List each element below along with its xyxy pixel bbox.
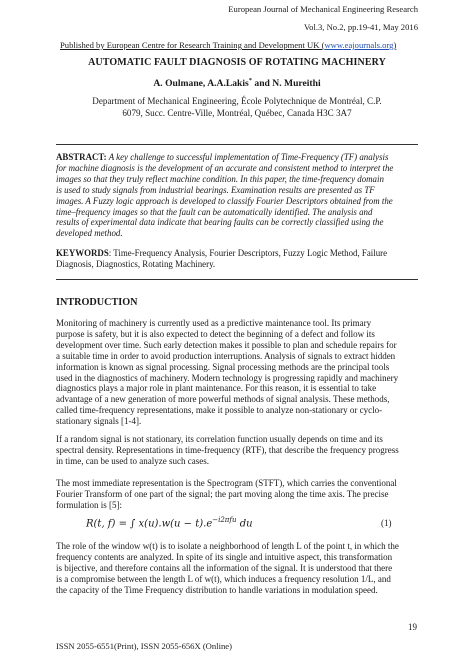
abstract-line: ABSTRACT: A key challenge to successful implementation of Time-Frequency (TF) analysis: [56, 152, 389, 162]
keywords-block: [56, 248, 418, 270]
keywords-label: KEYWORDS: [56, 248, 109, 258]
intro-paragraph-3: The most immediate representation is the Spectrogram (STFT), which carries the conventional Fourier Transform of one part of the signal; the part moving along the time axis. The precise formulation is [5]:: [56, 478, 397, 510]
journal-website-link[interactable]: www.eajournals.org: [324, 40, 394, 50]
equation-number: (1): [381, 518, 392, 528]
abstract-line: for machine diagnosis is the development of an accurate and consistent method to interpret the: [56, 162, 394, 173]
page-number: 19: [408, 622, 417, 632]
affiliation: [40, 96, 434, 119]
journal-volume: Vol.3, No.2, pp.19-41, May 2016: [304, 22, 418, 32]
abstract-line: results of experimental data indicate that bearing faults can be correctly classified using the: [56, 217, 384, 228]
formula-exponent: −i2πfu: [212, 516, 237, 524]
abstract-line: developed method.: [56, 228, 123, 239]
keywords-bottom-rule: [56, 279, 418, 280]
keywords-line-1: KEYWORDS: Time-Frequency Analysis, Fourier Descriptors, Fuzzy Logic Method, Failure: [56, 248, 388, 258]
affiliation-line-1: Department of Mechanical Engineering, École Polytechnique de Montréal, C.P.: [92, 96, 382, 106]
abstract-label: ABSTRACT:: [56, 152, 107, 162]
formula-body: R(t, f) = ∫ x(u).w(u − t).e: [86, 518, 213, 530]
affiliation-line-2: 6079, Succ. Centre-Ville, Montréal, Québec, Canada H3C 3A7: [122, 107, 352, 118]
stft-formula: [86, 516, 253, 529]
issn-footer: ISSN 2055-6551(Print), ISSN 2055-656X (Online): [56, 641, 232, 651]
section-heading-introduction: INTRODUCTION: [56, 297, 138, 308]
publisher-suffix: ): [393, 40, 397, 50]
abstract-line: images. A Fuzzy logic approach is developed to classify Fourier Descriptors obtained from the: [56, 195, 393, 206]
publisher-line: [60, 40, 396, 51]
abstract-block: [56, 152, 418, 239]
abstract-line: time–frequency images so that the fault can be automatically identified. The analysis and: [56, 206, 373, 217]
intro-paragraph-4: The role of the window w(t) is to isolate a neighborhood of length L of the point t, in which the frequency contents are analyzed. In spite of its single and intuitive aspect, this transformation is bijective, and therefore contains all the information of the signal. It is understood that there is a compromise between the length L of w(t), which induces a frequency resolution 1/L, and the capacity of the Time Frequency distribution to handle variations in modulation speed.: [56, 541, 399, 595]
intro-paragraph-2: If a random signal is not stationary, its correlation function usually depends on time and its spectral density. Representations in time-frequency (RTF), that describe the frequency progress in time, can be used to analyze such cases.: [56, 434, 399, 466]
paper-title: AUTOMATIC FAULT DIAGNOSIS OF ROTATING MACHINERY: [88, 57, 386, 68]
paper-authors: [40, 77, 434, 89]
journal-name: European Journal of Mechanical Engineering Research: [228, 4, 418, 14]
authors-main: A. Oulmane, A.A.Lakis: [153, 78, 249, 90]
author-asterisk: *: [248, 77, 253, 84]
intro-paragraph-1: Monitoring of machinery is currently used as a predictive maintenance tool. Its primary purpose is safety, but it is also expected to detect the beginning of a defect and follow its development over time. Such early detection makes it possible to plan and schedule repairs for a suitable time in order to avoid production interruptions. Analysis of signals to extract hidden information is known as signal processing. Signal processing methods are the principal tools used in the diagnostics of machinery. Modern technology is progressing rapidly and machinery diagnostics plays a major role in plant maintenance. For this reason, it is essential to take advantage of a new generation of more powerful methods of signal analysis. These methods, called time-frequency representations, make it possible to analyze non-stationary or cyclo- stationary signals [1-4].: [56, 318, 399, 427]
abstract-line: is used to study signals from industrial bearings. Examination results are presented as TF: [56, 184, 375, 195]
publisher-prefix: Published by European Centre for Research Training and Development UK (: [60, 40, 325, 50]
abstract-top-rule: [56, 144, 418, 145]
abstract-line: images so that they truly reflect machine condition. In this paper, the time-frequency domain: [56, 173, 384, 184]
formula-tail: du: [236, 518, 253, 530]
keywords-line-2: Diagnosis, Diagnostics, Rotating Machinery.: [56, 258, 216, 269]
authors-tail: and N. Mureithi: [252, 78, 321, 90]
